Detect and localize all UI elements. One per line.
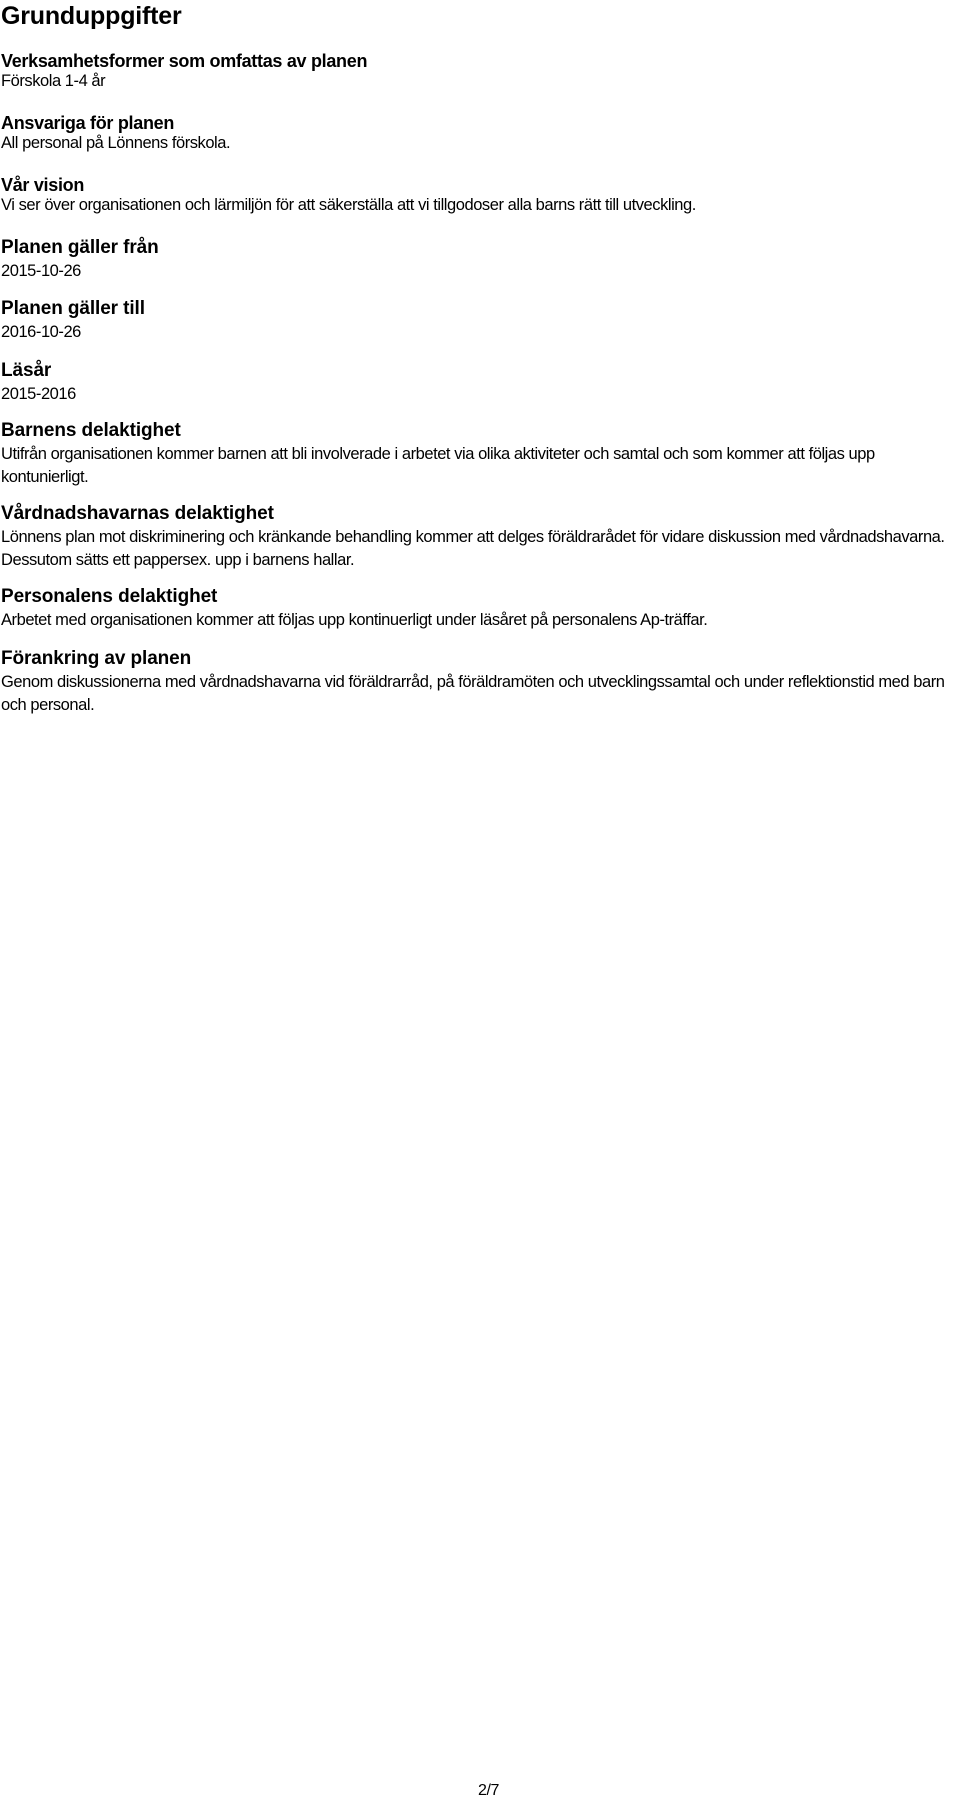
section-text: Utifrån organisationen kommer barnen att bli involverade i arbetet via olika aktiviteter och samtal och som kommer att följas upp kontunierligt. [1,445,875,486]
section-heading: Förankring av planen [1,648,192,669]
section-text: Arbetet med organisationen kommer att följas upp kontinuerligt under läsåret på personalens Ap-träffar. [1,611,708,629]
section-text: Genom diskussionerna med vårdnadshavarna vid föräldrarråd, på föräldramöten och utvecklingssamtal och under reflektionstid med barn och personal. [1,673,945,714]
section-heading: Planen gäller till [1,298,145,319]
section-heading: Planen gäller från [1,237,159,258]
section-text: Förskola 1-4 år [1,72,106,90]
section-heading: Verksamhetsformer som omfattas av planen [1,51,368,71]
section-planen-galler-till [1,298,145,343]
section-heading: Personalens delaktighet [1,586,218,607]
section-text: 2015-10-26 [1,262,81,280]
section-barnens-delaktighet [1,420,959,489]
section-vardnadshavarnas-delaktighet [1,503,959,572]
section-text: Lönnens plan mot diskriminering och kränkande behandling kommer att delges föräldrarådet för vidare diskussion med vårdnadshavarna. Dessutom sätts ett pappersex. upp i barnens hallar. [1,528,945,569]
section-verksamhetsformer [1,50,367,90]
section-vision [1,174,696,214]
section-planen-galler-fran [1,237,159,282]
section-text: 2016-10-26 [1,323,81,341]
section-text: Vi ser över organisationen och lärmiljön för att säkerställa att vi tillgodoser alla barns rätt till utveckling. [1,196,696,214]
section-ansvariga [1,112,230,152]
section-heading: Ansvariga för planen [1,113,175,133]
section-heading: Barnens delaktighet [1,420,181,441]
section-personalens-delaktighet [1,586,959,631]
section-text: 2015-2016 [1,385,76,403]
page-title: Grunduppgifter [1,2,182,30]
section-text: All personal på Lönnens förskola. [1,134,231,152]
page-content [0,0,959,714]
section-heading: Vårdnadshavarnas delaktighet [1,503,274,524]
section-forankring [1,648,959,717]
section-heading: Vår vision [1,175,85,195]
section-heading: Läsår [1,360,52,381]
page-number: 2/7 [478,1782,500,1799]
section-lasar [1,360,76,405]
